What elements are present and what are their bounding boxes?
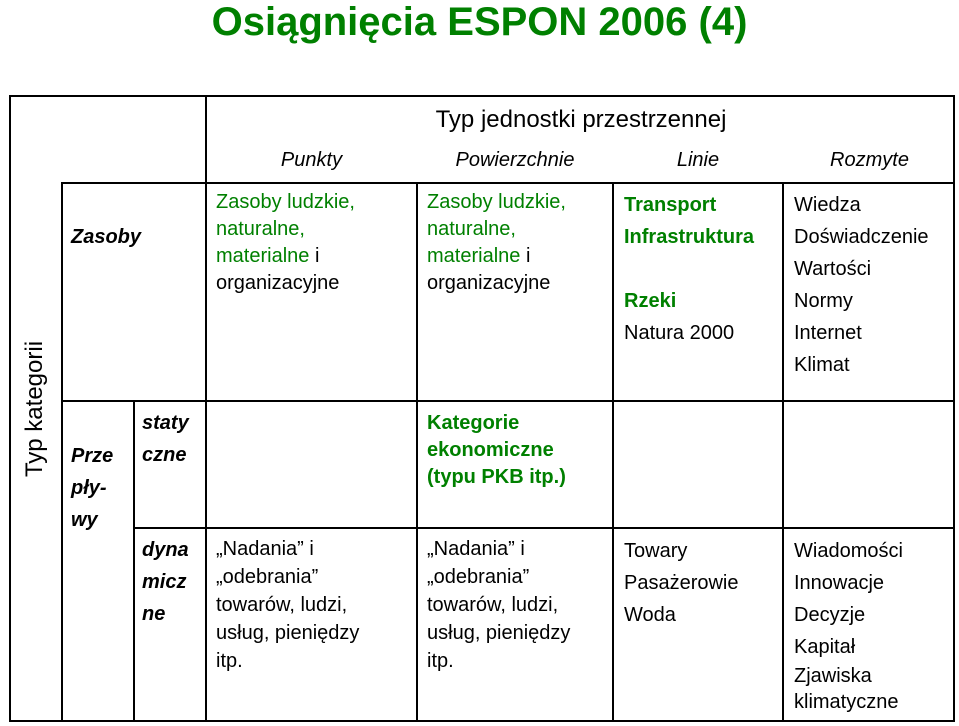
- cell-line: Woda: [624, 604, 676, 626]
- cell-line: naturalne,: [216, 218, 305, 240]
- cell-word: i: [309, 245, 320, 267]
- cell-line: itp.: [427, 650, 454, 672]
- cell-statyczne-powierzchnie: [427, 410, 566, 491]
- cell-line: itp.: [216, 650, 243, 672]
- cell-line: Natura 2000: [624, 322, 735, 344]
- cell-line: „Nadania” i: [427, 538, 525, 560]
- cell-line: organizacyjne: [216, 272, 340, 294]
- column-header-rozmyte: Rozmyte: [830, 149, 909, 171]
- cell-line: Zasoby ludzkie,: [216, 191, 355, 213]
- cell-line: usług, pieniędzy: [427, 622, 571, 644]
- cell-line: (typu PKB itp.): [427, 466, 566, 488]
- cell-dynamiczne-powierzchnie: [427, 535, 570, 675]
- cell-line: Internet: [794, 322, 862, 344]
- divider-header: [61, 182, 955, 184]
- cell-line: klimatyczne: [794, 691, 899, 713]
- cell-line: „Nadania” i: [216, 538, 314, 560]
- cell-line: Transport: [624, 194, 717, 216]
- cell-line: Pasażerowie: [624, 572, 739, 594]
- cell-line: Rzeki: [624, 290, 677, 312]
- column-header-powierzchnie: Powierzchnie: [455, 149, 575, 171]
- column-header-linie: Linie: [676, 149, 720, 171]
- row-label-dynamiczne: [142, 534, 189, 630]
- divider-linie-rozmyte: [782, 183, 784, 722]
- row-label-dynamiczne-line2: micz: [142, 571, 187, 593]
- cell-zasoby-powierzchnie: [427, 189, 566, 297]
- cell-line: towarów, ludzi,: [216, 594, 348, 616]
- cell-line: Zasoby ludzkie,: [427, 191, 566, 213]
- cell-line: Towary: [624, 540, 688, 562]
- cell-line: [216, 243, 355, 270]
- cell-line: Wiedza: [794, 194, 861, 216]
- cell-line: Doświadczenie: [794, 226, 929, 248]
- cell-dynamiczne-punkty: [216, 535, 359, 675]
- divider-statyczne-dynamiczne: [133, 527, 955, 529]
- row-label-przeplywy-line3: wy: [71, 509, 98, 531]
- row-label-przeplywy-line1: Prze: [71, 445, 114, 467]
- cell-line: Klimat: [794, 354, 850, 376]
- slide-title: Osiągnięcia ESPON 2006 (4): [211, 0, 748, 44]
- divider-flow-subtype: [133, 401, 135, 722]
- divider-label-area: [205, 95, 207, 722]
- cell-line: Zjawiska: [794, 665, 872, 687]
- cell-line: Innowacje: [794, 572, 885, 594]
- cell-spacer: [624, 253, 754, 285]
- cell-word: materialne: [427, 245, 521, 267]
- divider-type-column: [61, 183, 63, 722]
- cell-line: Decyzje: [794, 604, 866, 626]
- cell-line: Kategorie: [427, 412, 520, 434]
- row-label-przeplywy-line2: pły-: [71, 477, 107, 499]
- header-main: Typ jednostki przestrzennej: [435, 106, 727, 133]
- cell-line: Wiadomości: [794, 540, 903, 562]
- cell-line: Kapitał: [794, 636, 856, 658]
- cell-line: Wartości: [794, 258, 872, 280]
- row-label-statyczne-line2: czne: [142, 444, 187, 466]
- divider-powierzchnie-linie: [612, 183, 614, 722]
- cell-line: Normy: [794, 290, 853, 312]
- row-label-zasoby: Zasoby: [71, 226, 142, 248]
- cell-dynamiczne-linie: [624, 535, 739, 631]
- cell-word: i: [520, 245, 531, 267]
- row-label-dynamiczne-line1: dyna: [142, 539, 189, 561]
- cell-line: [427, 243, 566, 270]
- cell-zasoby-punkty: [216, 189, 355, 297]
- divider-punkty-powierzchnie: [416, 183, 418, 722]
- divider-zasoby-przeplywy: [61, 400, 955, 402]
- row-label-przeplywy: [71, 440, 113, 536]
- row-group-label: Typ kategorii: [21, 340, 48, 477]
- cell-line: „odebrania”: [216, 566, 319, 588]
- cell-line: Infrastruktura: [624, 226, 755, 248]
- row-label-statyczne-line1: staty: [142, 412, 189, 434]
- column-header-punkty: Punkty: [280, 149, 343, 171]
- cell-line: naturalne,: [427, 218, 516, 240]
- cell-line: organizacyjne: [427, 272, 551, 294]
- cell-line: ekonomiczne: [427, 439, 554, 461]
- cell-line: usług, pieniędzy: [216, 622, 360, 644]
- cell-line: „odebrania”: [427, 566, 530, 588]
- cell-dynamiczne-rozmyte: [794, 535, 903, 715]
- cell-word: materialne: [216, 245, 310, 267]
- row-label-dynamiczne-line3: ne: [142, 603, 166, 625]
- cell-zasoby-linie: [624, 189, 754, 349]
- cell-line: towarów, ludzi,: [427, 594, 559, 616]
- cell-zasoby-rozmyte: [794, 189, 929, 381]
- row-label-statyczne: [142, 407, 189, 471]
